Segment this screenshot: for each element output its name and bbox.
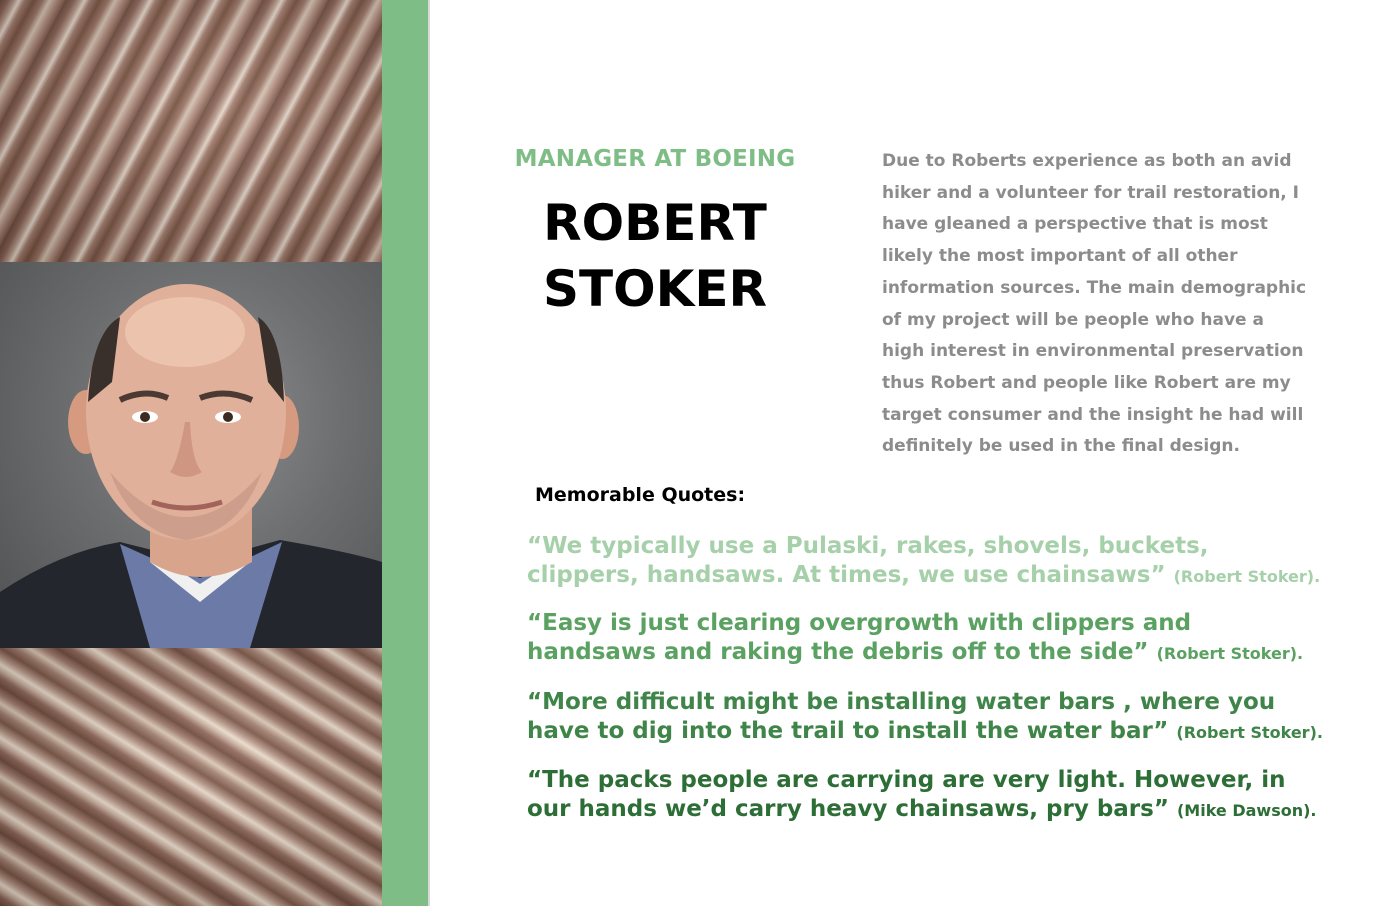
person-name-line1: ROBERT bbox=[543, 194, 767, 252]
portrait-photo bbox=[0, 262, 382, 648]
accent-bar bbox=[382, 0, 428, 906]
quote-text: “The packs people are carrying are very light. However, in our hands we’d carry heavy chainsaws, pry bars” bbox=[527, 767, 1286, 822]
quote-text: “More difficult might be installing water bars , where you have to dig into the trail to install the water bar” bbox=[527, 689, 1276, 744]
portrait-illustration bbox=[0, 262, 382, 648]
quote-citation: (Mike Dawson). bbox=[1176, 801, 1317, 820]
bio-paragraph: Due to Roberts experience as both an avid hiker and a volunteer for trail restoration, I have gleaned a perspective that is most likely the most important of all other information sources. The main demographic of my project will be people who have a high interest in environmental preservation thus Robert and people like Robert are my target consumer and the insight he had will definitely be used in the final design. bbox=[882, 151, 1307, 457]
quote-citation: (Robert Stoker). bbox=[1156, 644, 1304, 663]
rock-texture-bottom-image bbox=[0, 648, 382, 906]
left-image-column bbox=[0, 0, 382, 906]
quotes-heading: Memorable Quotes: bbox=[535, 484, 746, 506]
person-name bbox=[490, 190, 820, 322]
quote-citation: (Robert Stoker). bbox=[1176, 723, 1323, 742]
rock-texture-top-image bbox=[0, 0, 382, 262]
person-name-line2: STOKER bbox=[542, 260, 768, 318]
quote-item bbox=[527, 688, 1327, 747]
quote-text: “We typically use a Pulaski, rakes, shovels, buckets, clippers, handsaws. At times, we use chainsaws” bbox=[527, 533, 1209, 588]
accent-bar-edge bbox=[428, 0, 430, 906]
job-title: MANAGER AT BOEING bbox=[514, 146, 796, 172]
quote-item bbox=[527, 532, 1327, 591]
quote-citation: (Robert Stoker). bbox=[1173, 567, 1321, 586]
quote-item bbox=[527, 609, 1327, 668]
quote-item bbox=[527, 766, 1327, 825]
quote-text: “Easy is just clearing overgrowth with clippers and handsaws and raking the debris off to the side” bbox=[527, 610, 1192, 665]
